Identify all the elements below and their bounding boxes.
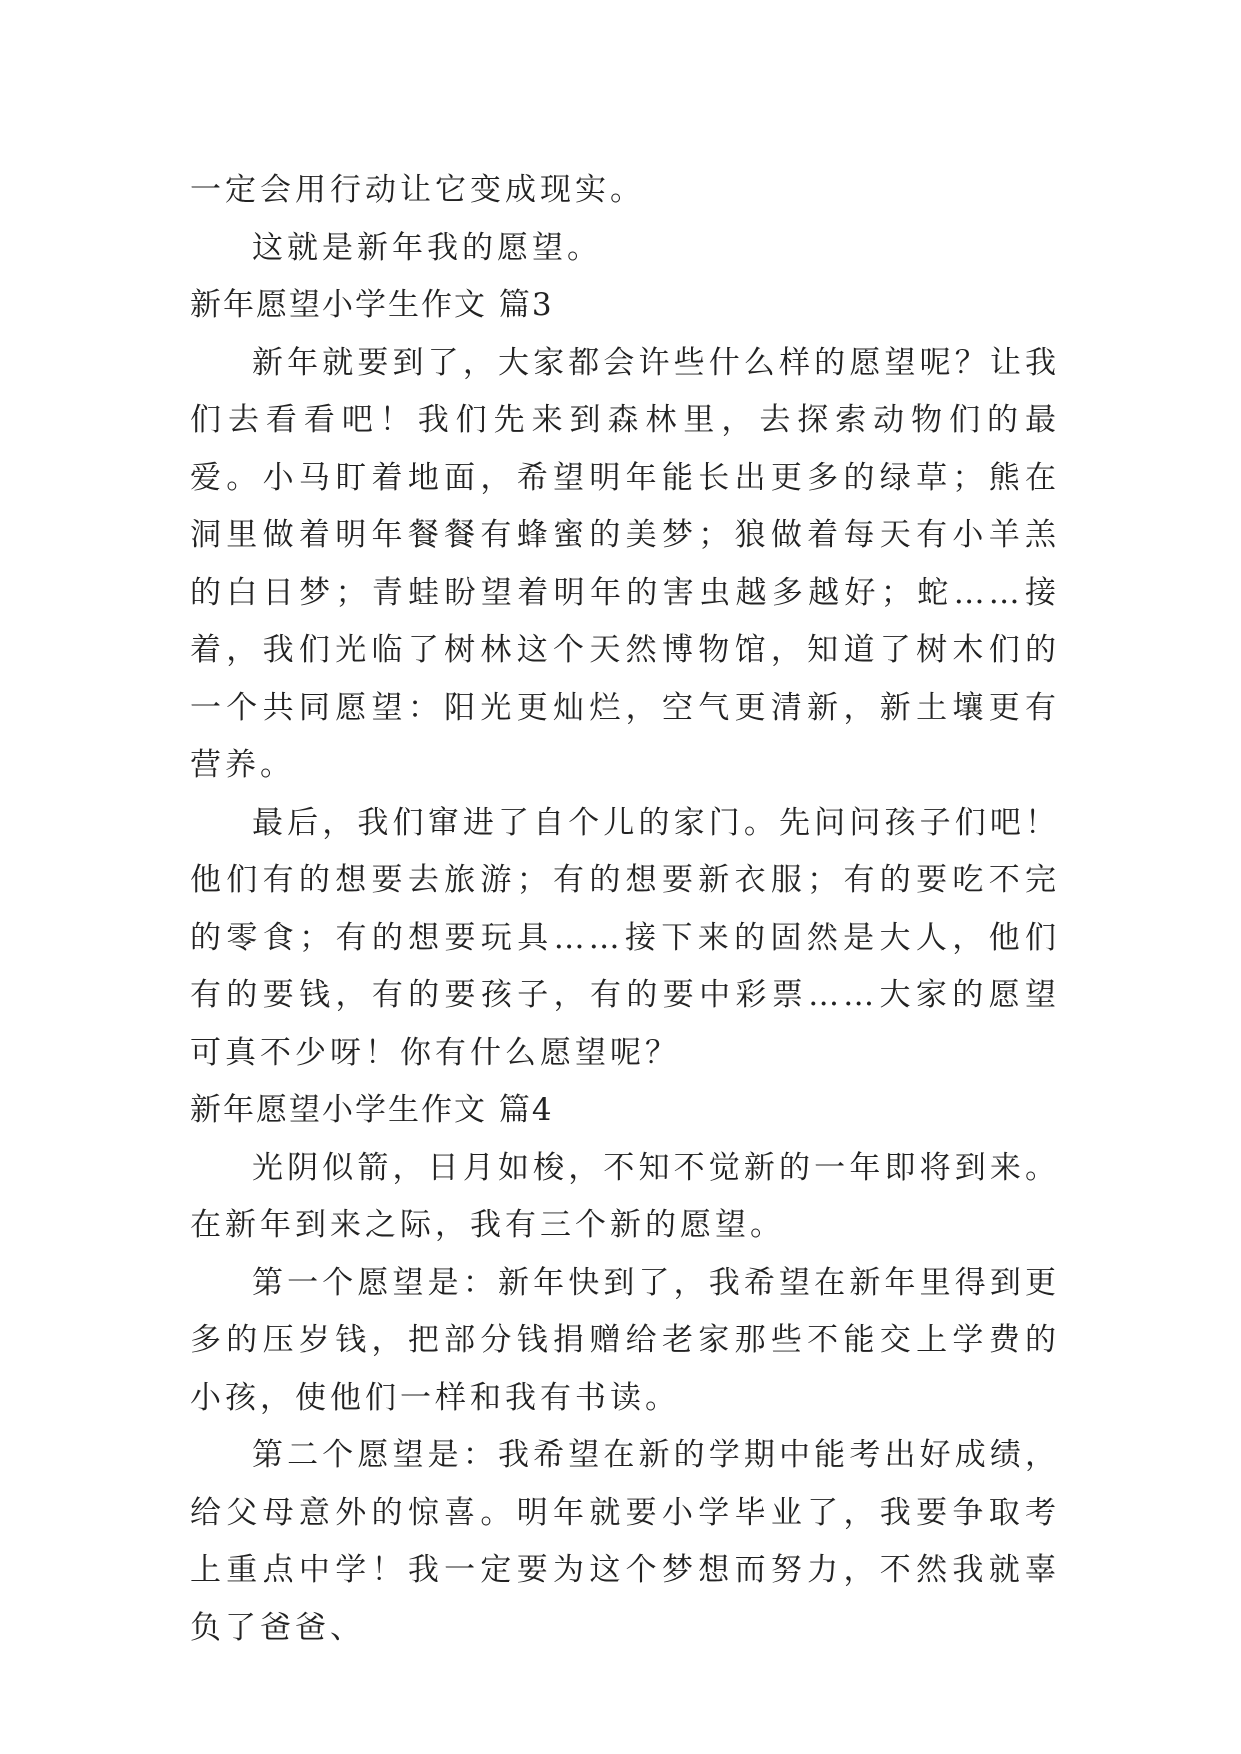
- paragraph-family-wishes: 最后，我们窜进了自个儿的家门。先问问孩子们吧！他们有的想要去旅游；有的想要新衣服；有的要吃不完的零食；有的想要玩具……接下来的固然是大人，他们有的要钱，有的要孩子，有的要中彩票……大家的愿望可真不少呀！你有什么愿望呢？: [190, 804, 1060, 1071]
- paragraph-second-wish: 第二个愿望是：我希望在新的学期中能考出好成绩，给父母意外的惊喜。明年就要小学毕业了，我要争取考上重点中学！我一定要为这个梦想而努力，不然我就辜负了爸爸、: [190, 1437, 1060, 1646]
- paragraph-closing: 这就是新年我的愿望。: [252, 229, 602, 266]
- section-heading-4: 新年愿望小学生作文 篇4: [190, 1092, 554, 1128]
- paragraph-intro-wishes: 光阴似箭，日月如梭，不知不觉新的一年即将到来。在新年到来之际，我有三个新的愿望。: [190, 1149, 1060, 1243]
- paragraph-first-wish: 第一个愿望是：新年快到了，我希望在新年里得到更多的压岁钱，把部分钱捐赠给老家那些不能交上学费的小孩，使他们一样和我有书读。: [190, 1264, 1060, 1416]
- document-body: [190, 162, 1060, 1657]
- section-heading-3: 新年愿望小学生作文 篇3: [190, 287, 554, 323]
- paragraph-forest-wishes: 新年就要到了，大家都会许些什么样的愿望呢？让我们去看看吧！我们先来到森林里，去探索动物们的最爱。小马盯着地面，希望明年能长出更多的绿草；熊在洞里做着明年餐餐有蜂蜜的美梦；狼做着每天有小羊羔的白日梦；青蛙盼望着明年的害虫越多越好；蛇……接着，我们光临了树林这个天然博物馆，知道了树木们的一个共同愿望：阳光更灿烂，空气更清新，新土壤更有营养。: [190, 344, 1060, 783]
- paragraph-continuation: 一定会用行动让它变成现实。: [190, 172, 645, 208]
